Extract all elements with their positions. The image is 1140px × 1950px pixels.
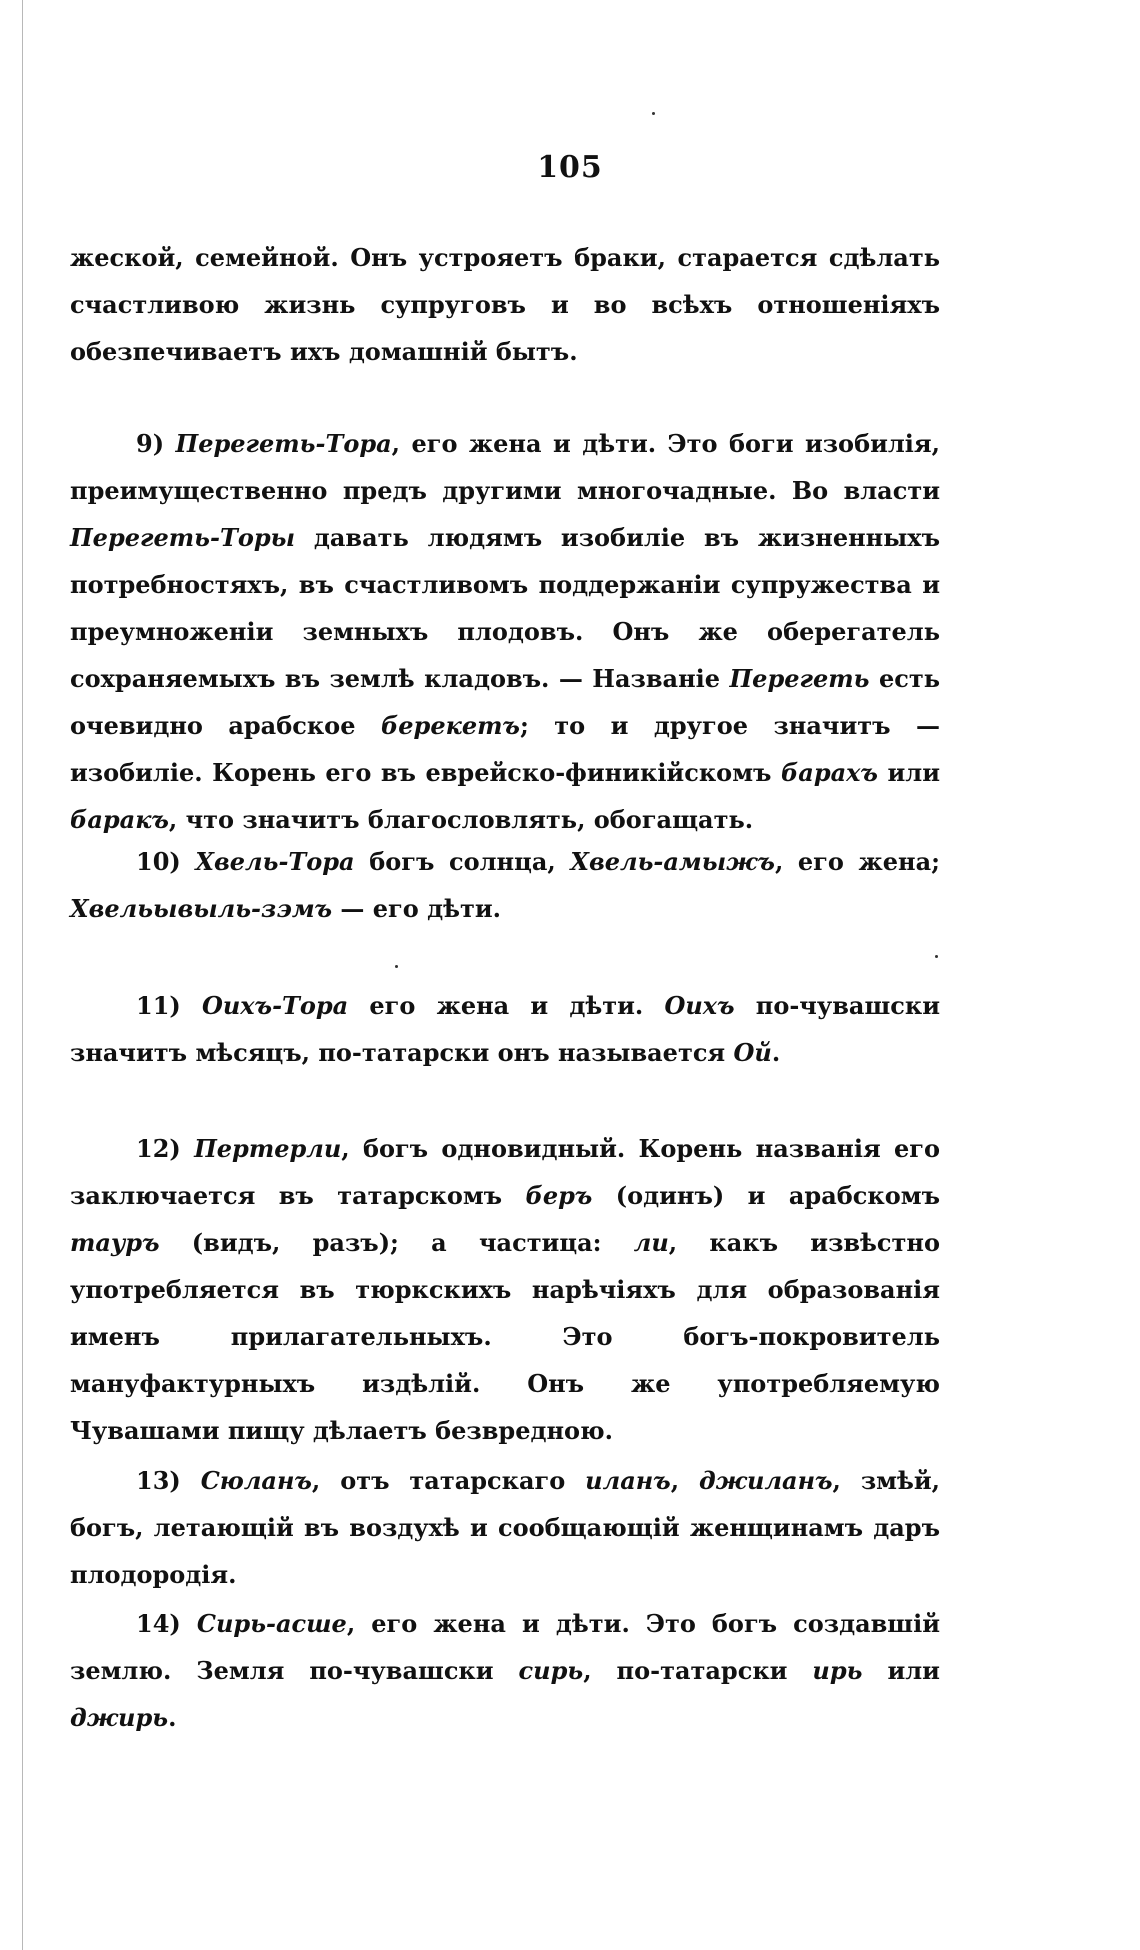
italic-term: Перегеть-Тора: [175, 429, 392, 458]
page-number: 105: [537, 150, 603, 185]
text-run: богъ солнца,: [354, 847, 571, 876]
continuation-paragraph: [70, 234, 940, 375]
entry-11: [70, 982, 940, 1076]
text-run: (видъ, разъ); а частица:: [159, 1228, 634, 1257]
text-run: или: [877, 758, 940, 787]
print-speck: [652, 112, 655, 115]
entry-12: [70, 1125, 940, 1454]
text-run: , богъ одновидный. Корень названія его заключается въ татарскомъ: [70, 1134, 941, 1210]
italic-term: барахъ: [780, 758, 878, 787]
italic-term: Перегеть: [729, 664, 870, 693]
italic-term: джирь: [70, 1703, 169, 1732]
entry-13: [70, 1457, 940, 1598]
print-speck: [935, 955, 938, 958]
text-run: , отъ татарскаго: [311, 1466, 586, 1495]
entry-10: [70, 838, 940, 932]
text-run: его жена и дѣти.: [348, 991, 665, 1020]
print-speck: [395, 965, 398, 968]
italic-term: иланъ: [585, 1466, 671, 1495]
italic-term: Хвель-амыжъ: [570, 847, 775, 876]
page-edge-rule: [22, 0, 23, 1950]
entry-paragraph: [70, 1600, 940, 1741]
italic-term: Сюланъ: [200, 1466, 312, 1495]
text-run: , его жена и дѣти. Это богъ создавшій землю. Земля по-чувашски: [70, 1609, 941, 1685]
text-run: , какъ извѣстно употребляется въ тюркскихъ нарѣчіяхъ для образованія именъ прилагательныхъ. Это богъ-покровитель мануфактурныхъ издѣлій. Онъ же употребляемую Чувашами пищу дѣлаетъ безвредною.: [70, 1228, 940, 1445]
text-run: .: [771, 1038, 781, 1067]
entry-number: 13): [136, 1466, 181, 1495]
entry-paragraph: [70, 1125, 940, 1454]
italic-term: тауръ: [70, 1228, 160, 1257]
text-run: ,: [670, 1466, 699, 1495]
italic-term: Хвельывыль-зэмъ: [70, 894, 333, 923]
text-run: по-чувашски значитъ мѣсяцъ, по-татарски онъ называется: [70, 991, 940, 1067]
text-run: ; то и другое значитъ — изобиліе. Корень его въ еврейско-финикійскомъ: [70, 711, 941, 787]
text-run: .: [168, 1703, 177, 1732]
entry-number: 11): [136, 991, 181, 1020]
italic-term: Сирь-асше: [196, 1609, 347, 1638]
text-run: , по-татарски: [583, 1656, 813, 1685]
italic-term: Пертерли: [194, 1134, 342, 1163]
text-run: — его дѣти.: [332, 894, 502, 923]
text-run: , змѣй, богъ, летающій въ воздухѣ и сообщающій женщинамъ даръ плодородія.: [70, 1466, 941, 1589]
entry-paragraph: [70, 838, 940, 932]
italic-term: беръ: [525, 1181, 593, 1210]
text-run: давать людямъ изобиліе въ жизненныхъ потребностяхъ, въ счастливомъ поддержаніи супружества и преумноженіи земныхъ плодовъ. Онъ же оберегатель сохраняемыхъ въ землѣ кладовъ. — Названіе: [70, 523, 940, 693]
italic-term: джиланъ: [698, 1466, 833, 1495]
entry-9: [70, 420, 940, 843]
text-run: есть очевидно арабское: [70, 664, 941, 740]
italic-term: Хвель-Тора: [195, 847, 355, 876]
paragraph-text: жеской, семейной. Онъ устрояетъ браки, старается сдѣлать счастливою жизнь супруговъ и во всѣхъ отношеніяхъ обезпечиваетъ ихъ домашній бытъ.: [70, 243, 940, 366]
text-run: (одинъ) и арабскомъ: [592, 1181, 940, 1210]
italic-term: Оихъ-Тора: [201, 991, 349, 1020]
italic-term: ирь: [812, 1656, 863, 1685]
italic-term: Оихъ: [664, 991, 735, 1020]
entry-number: 14): [136, 1609, 181, 1638]
entry-paragraph: [70, 1457, 940, 1598]
italic-term: ли: [633, 1228, 669, 1257]
entry-14: [70, 1600, 940, 1741]
italic-term: Ой: [733, 1038, 772, 1067]
italic-term: Перегеть-Торы: [70, 523, 296, 552]
text-run: , что значитъ благословлять, обогащать.: [168, 805, 754, 834]
entry-number: 12): [136, 1134, 181, 1163]
italic-term: сирь: [518, 1656, 584, 1685]
entry-paragraph: [70, 982, 940, 1076]
text-run: , его жена;: [774, 847, 940, 876]
text-run: , его жена и дѣти. Это боги изобилія, преимущественно предъ другими многочадные. Во власти: [70, 429, 940, 505]
italic-term: баракъ: [70, 805, 169, 834]
entry-number: 9): [136, 429, 165, 458]
text-run: или: [862, 1656, 940, 1685]
entry-paragraph: [70, 420, 940, 843]
entry-number: 10): [136, 847, 181, 876]
italic-term: берекетъ: [380, 711, 520, 740]
